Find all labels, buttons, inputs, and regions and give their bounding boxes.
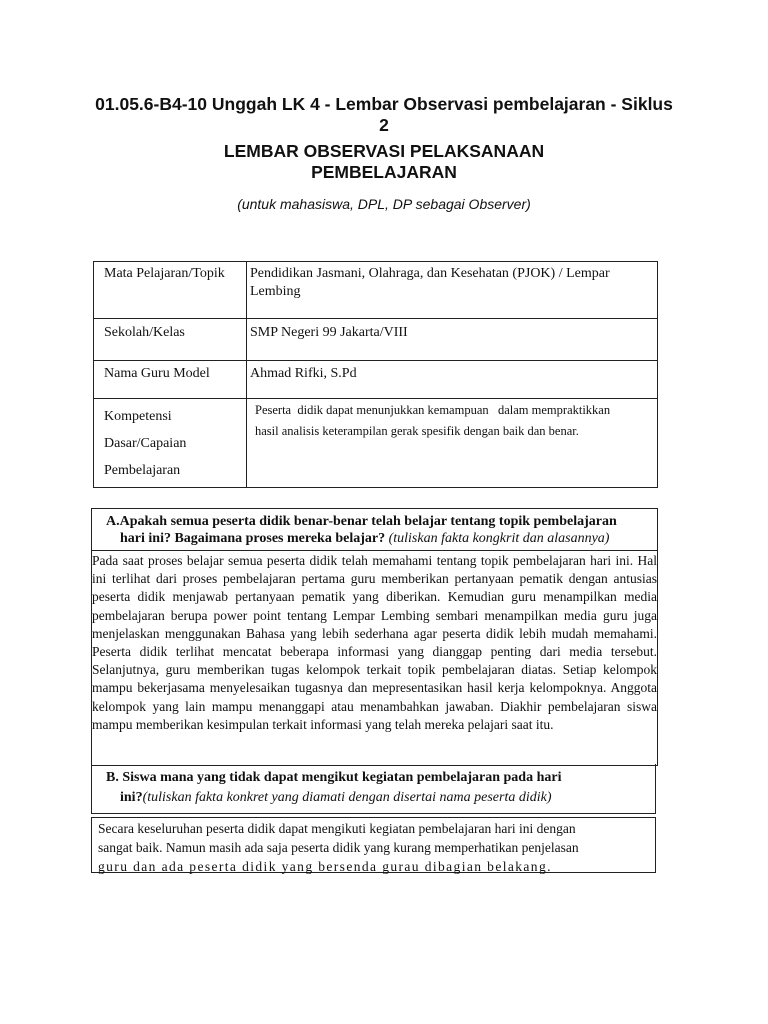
info-row-subject	[94, 262, 658, 319]
subject-label: Mata Pelajaran/Topik	[94, 262, 247, 319]
form-heading	[90, 141, 678, 183]
section-a-answer: Pada saat proses belajar semua peserta didik telah memahami tentang topik pembelajaran hari ini. Hal ini terlihat dari proses pembelajaran pertama guru memberikan pertanyaan pematik dengan antusias peserta didik menjawab pertanyaan pematik yang diberikan. Kemudian guru menampilkan media pembelajaran berupa power point tentang Lempar Lembing sembari menampilkan media guru juga menjelaskan menggunakan Bahasa yang lebih sederhana agar peserta didik lebih mudah memahami. Peserta didik terlihat mencatat beberapa informasi yang dianggap penting dari media tersebut. Selanjutnya, guru memberikan tugas kelompok terkait topik pembelajaran diatas. Setiap kelompok mampu bekerjasama menyelesaikan tugasnya dan mepresentasikan hasil kerja kelompoknya. Anggota kelompok yang lain mampu menanggapi atau menambahkan jawaban. Diakhir pembelajaran siswa mampu memberikan kesimpulan terkait informasi yang telah mereka pelajari saat itu.	[92, 553, 657, 732]
info-row-school	[94, 319, 658, 361]
section-a-question	[92, 509, 657, 551]
form-heading-line-2: PEMBELAJARAN	[311, 162, 457, 182]
section-b-answer-line-3: guru dan ada peserta didik yang bersenda gurau dibagian belakang.	[98, 859, 552, 874]
competency-label-line-3: Pembelajaran	[104, 463, 181, 478]
section-a-question-line-2-wrap	[106, 530, 655, 547]
section-a-hint: (tuliskan fakta kongkrit dan alasannya)	[388, 531, 610, 546]
competency-value-line-2: hasil analisis keterampilan gerak spesifik dengan baik dan benar.	[255, 424, 579, 438]
subject-value: Pendidikan Jasmani, Olahraga, dan Kesehatan (PJOK) / Lempar Lembing	[247, 262, 658, 319]
school-value: SMP Negeri 99 Jakarta/VIII	[247, 319, 658, 361]
school-label: Sekolah/Kelas	[94, 319, 247, 361]
competency-value	[247, 399, 658, 488]
info-row-teacher	[94, 361, 658, 399]
section-a-question-line-1: A.Apakah semua peserta didik benar-benar telah belajar tentang topik pembelajaran	[106, 514, 617, 529]
section-b-question	[91, 764, 656, 814]
info-row-competency	[94, 399, 658, 488]
section-b-answer-line-1: Secara keseluruhan peserta didik dapat mengikuti kegiatan pembelajaran hari ini dengan	[98, 821, 576, 836]
competency-label-line-1: Kompetensi	[104, 409, 172, 424]
document-title: 01.05.6-B4-10 Unggah LK 4 - Lembar Observasi pembelajaran - Siklus 2	[95, 94, 673, 135]
competency-label	[94, 399, 247, 488]
competency-value-line-1: Peserta didik dapat menunjukkan kemampuan dalam mempraktikkan	[255, 403, 611, 417]
form-heading-line-1: LEMBAR OBSERVASI PELAKSANAAN	[223, 141, 545, 161]
observer-note: (untuk mahasiswa, DPL, DP sebagai Observer)	[237, 196, 531, 212]
section-b-answer	[91, 817, 656, 873]
section-b-question-line-2-wrap	[106, 788, 655, 808]
info-table	[93, 261, 658, 488]
competency-label-line-2: Dasar/Capaian	[104, 436, 187, 451]
section-a-question-line-2: hari ini? Bagaimana proses mereka belajar?	[120, 531, 386, 546]
section-b-answer-line-2: sangat baik. Namun masih ada saja peserta didik yang kurang memperhatikan penjelasan	[98, 840, 579, 855]
section-b-question-line-2: ini?	[120, 790, 143, 805]
teacher-value: Ahmad Rifki, S.Pd	[247, 361, 658, 399]
section-a	[91, 508, 658, 766]
teacher-label: Nama Guru Model	[94, 361, 247, 399]
section-b-hint: (tuliskan fakta konkret yang diamati dengan disertai nama peserta didik	[142, 790, 547, 805]
section-b-hint-close: )	[546, 790, 552, 805]
section-b-question-line-1: B. Siswa mana yang tidak dapat mengikut kegiatan pembelajaran pada hari	[106, 770, 562, 785]
